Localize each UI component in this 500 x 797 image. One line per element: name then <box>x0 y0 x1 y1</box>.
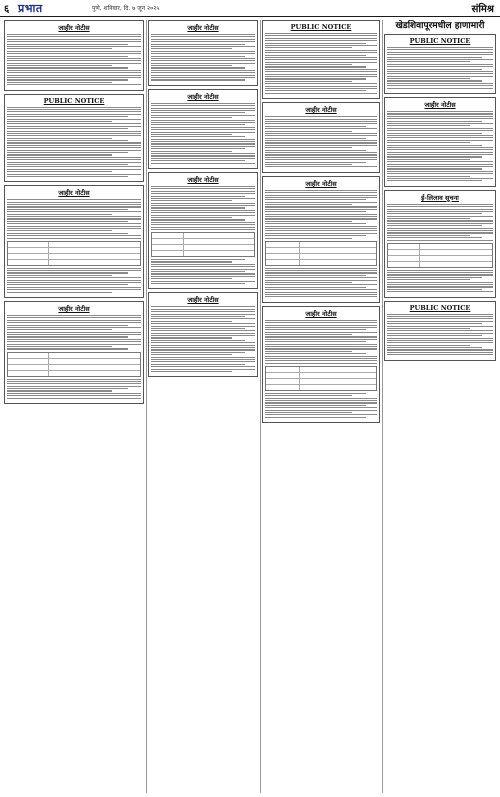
column-2 <box>148 20 258 793</box>
notice-block <box>4 20 144 91</box>
notice-heading: PUBLIC NOTICE <box>290 23 352 31</box>
notice-heading: जाहीर नोटीस <box>187 24 219 32</box>
notice-body-text <box>7 199 141 292</box>
notice-body-text <box>265 116 377 167</box>
notice-table <box>265 241 377 266</box>
notice-block <box>262 176 380 303</box>
notice-heading: जाहीर नोटीस <box>187 175 219 184</box>
notice-body-text <box>151 103 255 164</box>
notice-body-text <box>265 33 377 94</box>
notice-table <box>7 241 141 266</box>
newspaper-logo: प्रभात <box>18 2 43 15</box>
notice-heading: जाहीर नोटीस <box>58 189 90 198</box>
notice-body-text <box>387 111 493 181</box>
notice-body-text <box>387 314 493 356</box>
notice-body-text <box>387 204 493 293</box>
notice-block <box>262 102 380 173</box>
notice-heading: PUBLIC NOTICE <box>409 37 471 45</box>
notice-heading: जाहीर नोटीस <box>424 101 456 110</box>
notice-body-text <box>7 107 141 177</box>
page-number: ६ <box>4 4 10 15</box>
notice-block <box>4 301 144 404</box>
notice-block <box>148 89 258 169</box>
news-headline: खेडशिवापूरमधील हाणामारी <box>395 21 485 31</box>
notice-heading: जाहीर नोटीस <box>305 309 337 318</box>
notice-heading: ई-लिलाव सूचना <box>421 193 459 202</box>
notice-block <box>4 185 144 298</box>
notice-heading: जाहीर नोटीस <box>187 296 219 305</box>
notice-block <box>148 172 258 289</box>
dateline: पुणे, शनिवार, दि. ७ जून २०२५ <box>92 5 160 12</box>
column-4 <box>384 20 496 793</box>
notice-body-text <box>265 320 377 418</box>
notice-heading: जाहीर नोटीस <box>187 92 219 101</box>
section-title: संमिश्र <box>471 4 494 15</box>
notice-block <box>262 20 380 99</box>
notice-block <box>384 97 496 187</box>
notice-table <box>7 352 141 377</box>
notice-body-text <box>151 186 255 284</box>
notice-body-text <box>265 190 377 298</box>
column-divider <box>260 20 261 793</box>
notice-block <box>384 34 496 94</box>
masthead <box>0 0 500 17</box>
notice-body-text <box>151 34 255 81</box>
notice-table <box>265 366 377 391</box>
notice-block <box>148 20 258 86</box>
notice-block <box>384 301 496 361</box>
notice-body-text <box>7 315 141 399</box>
notice-heading: जाहीर नोटीस <box>305 106 337 115</box>
column-divider <box>146 20 147 793</box>
notice-block <box>4 94 144 183</box>
notice-block <box>148 292 258 377</box>
notice-heading: जाहीर नोटीस <box>305 179 337 188</box>
notice-heading: PUBLIC NOTICE <box>409 303 471 312</box>
column-divider <box>382 20 383 793</box>
notice-block <box>384 190 496 298</box>
notice-table <box>387 243 493 268</box>
notice-body-text <box>7 34 141 85</box>
column-1 <box>4 20 144 793</box>
notice-heading: PUBLIC NOTICE <box>43 96 105 105</box>
notice-table <box>151 232 255 257</box>
notice-heading: जाहीर नोटीस <box>58 24 90 32</box>
notice-body-text <box>151 306 255 372</box>
notice-block <box>262 306 380 423</box>
notice-body-text <box>387 47 493 89</box>
column-3 <box>262 20 380 793</box>
notice-heading: जाहीर नोटीस <box>58 304 90 313</box>
